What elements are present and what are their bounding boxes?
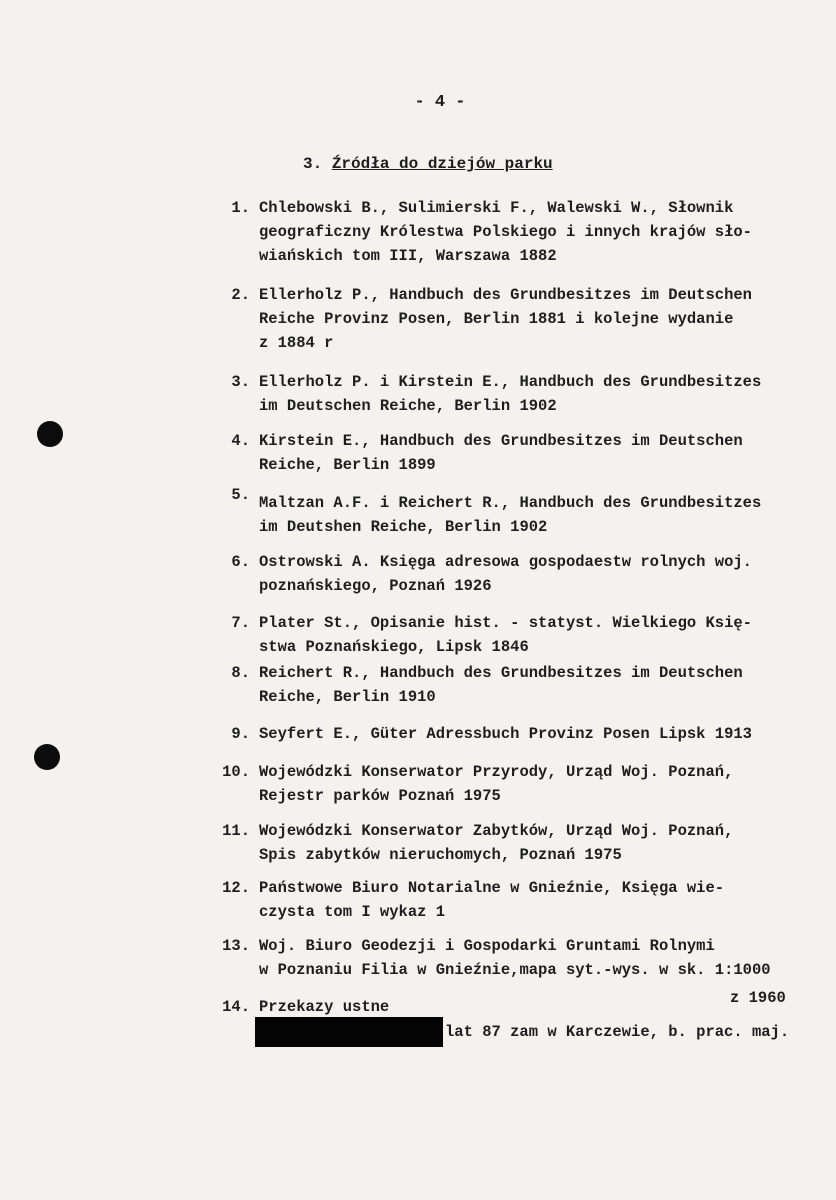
entry-text (259, 819, 819, 867)
section-title-text: Źródła do dziejów parku (331, 155, 553, 173)
entry-line: Ostrowski A. Księga adresowa gospodaestw rolnych woj. (259, 553, 752, 571)
entry-number: 14. (222, 998, 250, 1016)
entry-number: 1. (231, 199, 250, 217)
entry-text (259, 876, 819, 924)
entry-13-continuation: z 1960 (730, 989, 786, 1007)
entry-line: Ellerholz P. i Kirstein E., Handbuch des Grundbesitzes (259, 373, 762, 391)
page-number: - 4 - (414, 93, 466, 112)
entry-line: z 1884 r (259, 334, 334, 352)
entry-line: w Poznaniu Filia w Gnieźnie,mapa syt.-wys. w sk. 1:1000 (259, 961, 771, 979)
entry-text (259, 611, 819, 659)
entry-line: Reiche Provinz Posen, Berlin 1881 i kolejne wydanie (259, 310, 734, 328)
section-heading (303, 155, 553, 173)
entry-number: 2. (231, 286, 250, 304)
entry-number: 3. (231, 373, 250, 391)
entry-line: Rejestr parków Poznań 1975 (259, 787, 501, 805)
entry-line: Reiche, Berlin 1910 (259, 688, 436, 706)
entry-line: im Deutschen Reiche, Berlin 1902 (259, 397, 557, 415)
entry-line: Chlebowski B., Sulimierski F., Walewski W., Słownik (259, 199, 734, 217)
entry-line: Państwowe Biuro Notarialne w Gnieźnie, Księga wie- (259, 879, 725, 897)
entry-line: Reichert R., Handbuch des Grundbesitzes im Deutschen (259, 664, 743, 682)
entry-text (259, 370, 819, 418)
entry-line: geograficzny Królestwa Polskiego i innych krajów sło- (259, 223, 752, 241)
entry-line: czysta tom I wykaz 1 (259, 903, 446, 921)
entry-line: Plater St., Opisanie hist. - statyst. Wielkiego Księ- (259, 614, 752, 632)
entry-line: Seyfert E., Güter Adressbuch Provinz Posen Lipsk 1913 (259, 725, 752, 743)
entry-number: 8. (231, 664, 250, 682)
entry-text (259, 429, 819, 477)
entry-text (259, 491, 819, 539)
entry-line: Maltzan A.F. i Reichert R., Handbuch des Grundbesitzes (259, 494, 762, 512)
entry-line: im Deutshen Reiche, Berlin 1902 (259, 518, 548, 536)
entry-line: wiańskich tom III, Warszawa 1882 (259, 247, 557, 265)
entry-number: 10. (222, 763, 250, 781)
entry-line: poznańskiego, Poznań 1926 (259, 577, 492, 595)
entry-number: 9. (231, 725, 250, 743)
entry-number: 11. (222, 822, 250, 840)
entry-number: 5. (231, 486, 250, 504)
entry-number: 6. (231, 553, 250, 571)
entry-line: Woj. Biuro Geodezji i Gospodarki Gruntami Rolnymi (259, 937, 715, 955)
entry-line: Kirstein E., Handbuch des Grundbesitzes im Deutschen (259, 432, 743, 450)
entry-line: Przekazy ustne (259, 998, 390, 1016)
section-number: 3. (303, 155, 323, 173)
entry-number: 12. (222, 879, 250, 897)
oral-source-detail: lat 87 zam w Karczewie, b. prac. maj. (445, 1023, 790, 1041)
entry-text (259, 934, 819, 982)
entry-text (259, 196, 819, 268)
entry-number: 4. (231, 432, 250, 450)
entry-text (259, 661, 819, 709)
entry-line: Wojewódzki Konserwator Zabytków, Urząd Woj. Poznań, (259, 822, 734, 840)
entry-number: 13. (222, 937, 250, 955)
entry-line: stwa Poznańskiego, Lipsk 1846 (259, 638, 529, 656)
entry-line: Reiche, Berlin 1899 (259, 456, 436, 474)
entry-text (259, 760, 819, 808)
punch-hole-top (37, 421, 63, 447)
entry-line: Spis zabytków nieruchomych, Poznań 1975 (259, 846, 622, 864)
entry-line: Ellerholz P., Handbuch des Grundbesitzes im Deutschen (259, 286, 752, 304)
entry-text (259, 722, 819, 746)
entry-text (259, 283, 819, 355)
entry-text (259, 995, 819, 1019)
entry-text (259, 550, 819, 598)
entry-number: 7. (231, 614, 250, 632)
punch-hole-bottom (34, 744, 60, 770)
entry-line: Wojewódzki Konserwator Przyrody, Urząd Woj. Poznań, (259, 763, 734, 781)
redaction-bar (255, 1017, 443, 1047)
